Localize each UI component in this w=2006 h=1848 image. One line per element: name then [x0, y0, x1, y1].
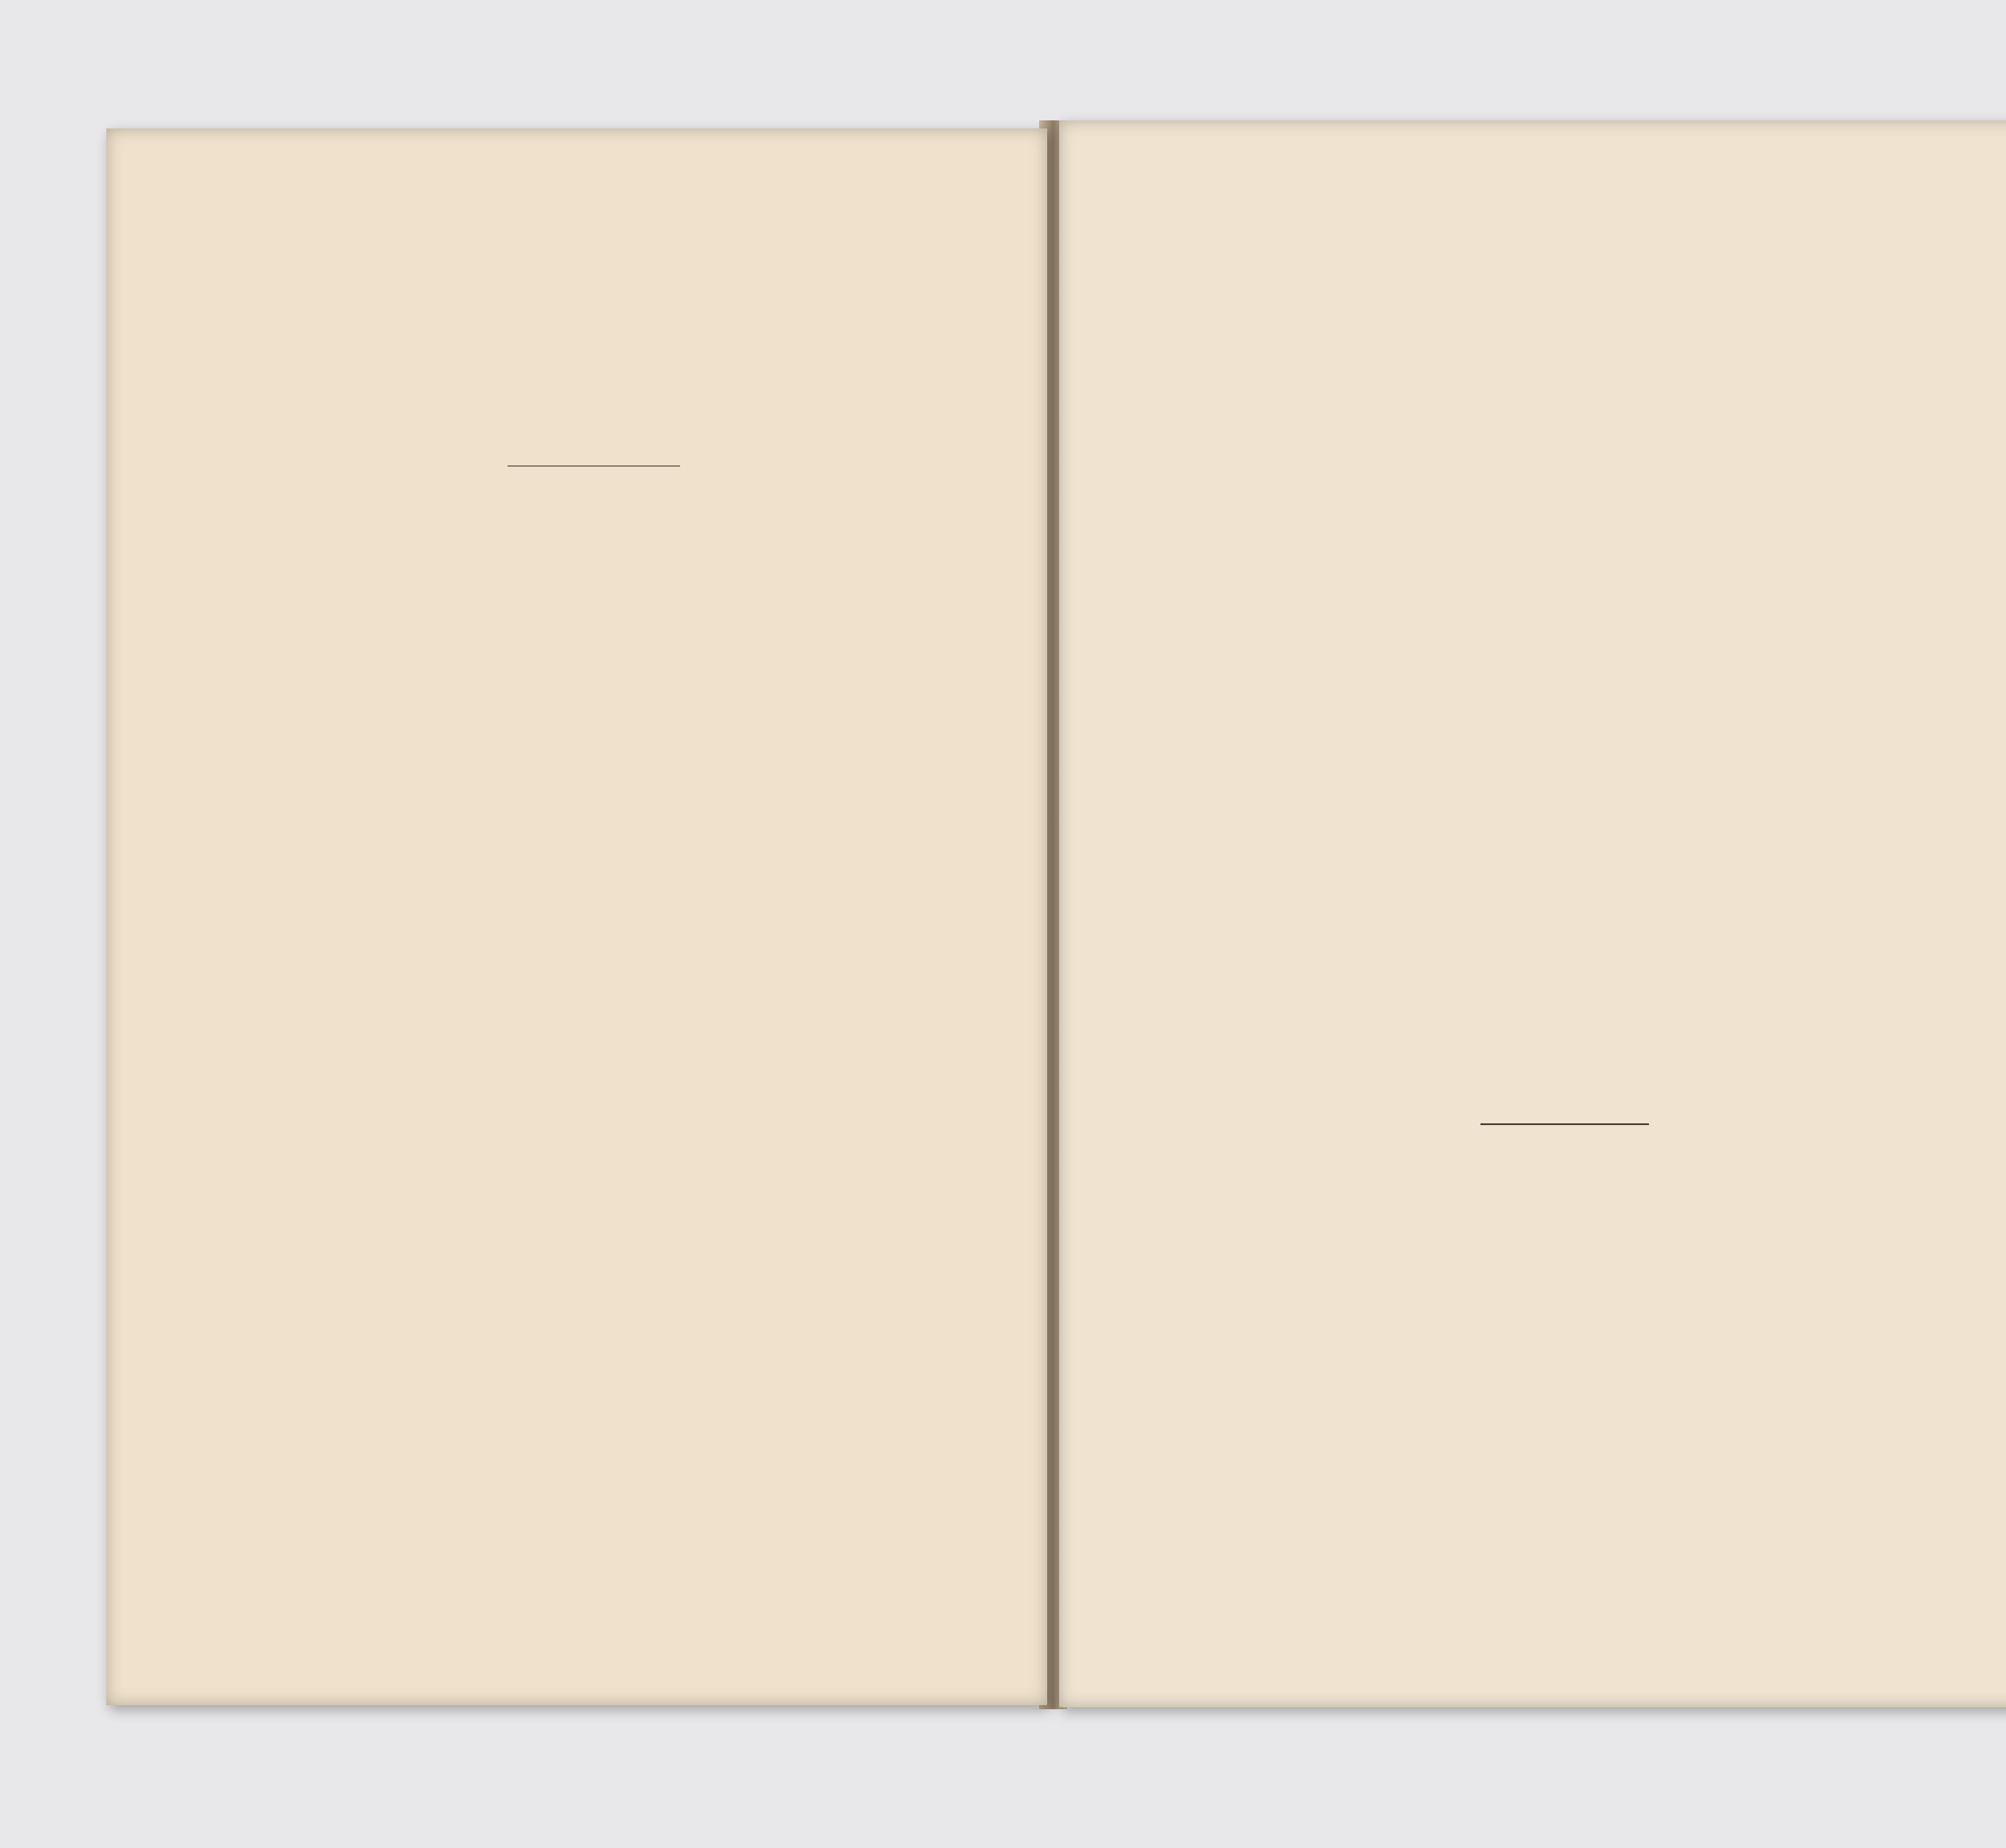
divider [1480, 1123, 1649, 1125]
right-page [1059, 120, 2006, 1707]
divider [508, 465, 680, 467]
left-page [106, 128, 1047, 1705]
